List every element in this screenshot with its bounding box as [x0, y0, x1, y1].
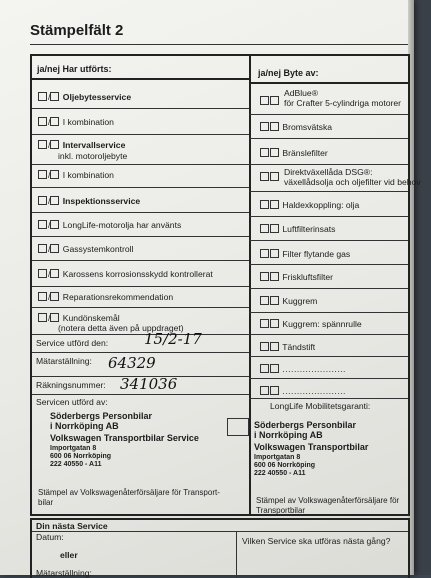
stamp-line: 600 06 Norrköping: [50, 453, 112, 460]
row-rule: [32, 108, 249, 109]
row-rule: [32, 352, 249, 353]
yes-checkbox[interactable]: [260, 342, 269, 351]
yes-checkbox[interactable]: [260, 172, 269, 181]
row-rule: [249, 356, 408, 357]
service-date-label: Service utförd den:: [36, 338, 109, 348]
yes-checkbox[interactable]: [38, 140, 47, 149]
no-checkbox[interactable]: [270, 319, 279, 328]
left-row-4: [38, 170, 114, 180]
row-rule: [32, 164, 249, 165]
blank-line[interactable]: ......................: [282, 364, 346, 374]
no-checkbox[interactable]: [50, 92, 59, 101]
yes-checkbox[interactable]: [260, 319, 269, 328]
no-checkbox[interactable]: [50, 269, 59, 278]
no-checkbox[interactable]: [50, 244, 59, 253]
right-row-7: [260, 249, 350, 259]
stamp-table: [30, 54, 421, 516]
yes-checkbox[interactable]: [260, 296, 269, 305]
no-checkbox[interactable]: [50, 220, 59, 229]
next-service-title: Din nästa Service: [36, 521, 108, 531]
row-rule: [32, 334, 249, 335]
item-sublabel: inkl. motoroljebyte: [58, 151, 128, 161]
left-row-2: [38, 117, 114, 127]
row-rule: [249, 334, 408, 335]
service-date-value[interactable]: 15/2-17: [144, 330, 202, 348]
next-mileage-label[interactable]: Mätarställning:: [36, 568, 92, 578]
stamp-line: 222 40550 - A11: [50, 461, 102, 468]
row-rule: [249, 288, 408, 289]
left-row-8: [38, 269, 213, 279]
yes-checkbox[interactable]: [38, 117, 47, 126]
dealer-stamp-right: [254, 420, 368, 478]
no-checkbox[interactable]: [270, 386, 279, 395]
no-checkbox[interactable]: [270, 342, 279, 351]
mileage-value[interactable]: 64329: [108, 354, 156, 372]
row-rule: [32, 187, 249, 188]
yes-checkbox[interactable]: [260, 224, 269, 233]
checkbox-slash: /: [48, 117, 51, 127]
left-row-6: [38, 220, 181, 230]
checkbox-slash: /: [48, 92, 51, 102]
no-checkbox[interactable]: [270, 200, 279, 209]
item-sublabel: (notera detta även på uppdraget): [58, 323, 184, 333]
item-label: LongLife-motorolja har använts: [62, 220, 182, 230]
stamp-line: Volkswagen Transportbilar Service: [50, 433, 199, 443]
right-header-rule: [249, 82, 408, 84]
blank-line[interactable]: ......................: [282, 386, 346, 396]
item-sublabel: för Crafter 5-cylindriga motorer: [284, 98, 402, 108]
yes-checkbox[interactable]: [260, 386, 269, 395]
item-label: I kombination: [62, 170, 114, 180]
no-checkbox[interactable]: [50, 292, 59, 301]
left-row-1: [38, 92, 131, 102]
item-label: Intervallservice: [62, 140, 126, 150]
next-service-question[interactable]: Vilken Service ska utföras nästa gång?: [242, 536, 391, 546]
stamp-line: Söderbergs Personbilar: [254, 420, 357, 430]
row-rule: [32, 394, 249, 395]
yes-checkbox[interactable]: [260, 364, 269, 373]
yes-checkbox[interactable]: [260, 200, 269, 209]
row-rule: [32, 286, 249, 287]
checkbox-slash: /: [48, 292, 51, 302]
item-label: Oljebytesservice: [62, 92, 132, 102]
left-header-rule: [32, 78, 249, 80]
signature-mark: [227, 418, 249, 436]
yes-checkbox[interactable]: [38, 92, 47, 101]
column-divider: [236, 531, 237, 578]
right-row-3: [260, 148, 328, 158]
stamp-line: i Norrköping AB: [50, 421, 119, 431]
stamp-note-line: Stämpel av Volkswagenåterförsäljare för Transport-: [38, 488, 220, 497]
right-row-9: [260, 296, 317, 306]
item-label: Direktväxellåda DSG®:: [284, 167, 373, 177]
yes-checkbox[interactable]: [38, 244, 47, 253]
right-row-13: [260, 386, 346, 396]
yes-checkbox[interactable]: [260, 272, 269, 281]
checkbox-slash: /: [48, 170, 51, 180]
checkbox-slash: /: [48, 196, 51, 206]
checkbox-slash: /: [48, 244, 51, 254]
row-rule: [249, 312, 408, 313]
no-checkbox[interactable]: [270, 296, 279, 305]
dealer-stamp-left: [50, 411, 199, 469]
no-checkbox[interactable]: [50, 117, 59, 126]
stamp-note-line: Transportbilar: [256, 506, 306, 515]
stamp-note-right: [256, 496, 399, 516]
row-rule: [32, 236, 249, 237]
column-divider: [249, 56, 251, 514]
left-row-7: [38, 244, 133, 254]
item-label: Kundönskemål: [62, 313, 120, 323]
item-label: I kombination: [62, 117, 114, 127]
item-label: Friskluftsfilter: [282, 272, 334, 282]
performed-by-label: Servicen utförd av:: [36, 397, 108, 407]
item-label: AdBlue®: [284, 88, 319, 98]
item-label: Inspektionsservice: [62, 196, 141, 206]
stamp-line: 222 40550 - A11: [254, 470, 306, 477]
row-rule: [249, 264, 408, 265]
stamp-line: Importgatan 8: [50, 445, 97, 452]
yes-checkbox[interactable]: [38, 269, 47, 278]
checkbox-slash: /: [48, 313, 51, 323]
row-rule: [249, 114, 408, 115]
next-service-block: [30, 518, 410, 578]
yes-checkbox[interactable]: [260, 249, 269, 258]
row-rule: [32, 307, 249, 308]
row-rule: [249, 216, 408, 217]
page-title: Stämpelfält 2: [30, 22, 124, 39]
item-label: Karossens korrosionsskydd kontrollerat: [62, 269, 213, 279]
stamp-line: Volkswagen Transportbilar: [254, 442, 369, 452]
no-checkbox[interactable]: [50, 170, 59, 179]
item-label: Tändstift: [282, 342, 316, 352]
yes-checkbox[interactable]: [260, 122, 269, 131]
left-row-5: [38, 196, 140, 206]
row-rule: [249, 138, 408, 139]
or-label: eller: [60, 550, 78, 560]
right-row-11: [260, 342, 315, 352]
right-row-5: [260, 200, 359, 210]
no-checkbox[interactable]: [270, 148, 279, 157]
yes-checkbox[interactable]: [38, 220, 47, 229]
no-checkbox[interactable]: [270, 364, 279, 373]
left-header: ja/nej Har utförts:: [37, 64, 112, 74]
row-rule: [32, 260, 249, 261]
right-row-10: [260, 319, 362, 329]
item-label: Reparationsrekommendation: [62, 292, 174, 302]
no-checkbox[interactable]: [50, 313, 59, 322]
right-row-8: [260, 272, 333, 282]
row-rule: [32, 134, 249, 135]
left-row-9: [38, 292, 173, 302]
item-label: Filter flytande gas: [282, 249, 351, 259]
right-row-2: [260, 122, 332, 132]
row-rule: [32, 531, 408, 532]
row-rule: [249, 240, 408, 241]
invoice-value[interactable]: 341036: [120, 375, 178, 393]
yes-checkbox[interactable]: [38, 196, 47, 205]
right-row-12: [260, 364, 346, 374]
right-row-6: [260, 224, 335, 234]
stamp-line: Importgatan 8: [254, 454, 301, 461]
item-label: Haldexkoppling: olja: [282, 200, 360, 210]
yes-checkbox[interactable]: [38, 170, 47, 179]
left-row-3: [38, 140, 125, 150]
row-rule: [249, 378, 408, 379]
row-rule: [249, 191, 408, 192]
no-checkbox[interactable]: [50, 196, 59, 205]
row-rule: [249, 398, 408, 399]
no-checkbox[interactable]: [270, 96, 279, 105]
item-label: Bränslefilter: [282, 148, 328, 158]
invoice-label: Räkningsnummer:: [36, 380, 106, 390]
title-rule: [30, 44, 408, 45]
stamp-note-line: Stämpel av Volkswagenåterförsäljare för: [256, 496, 400, 505]
next-date-label[interactable]: Datum:: [36, 532, 64, 542]
right-row-4: [260, 167, 421, 187]
mileage-label: Mätarställning:: [36, 356, 92, 366]
item-label: Kuggrem: [282, 296, 318, 306]
no-checkbox[interactable]: [270, 272, 279, 281]
no-checkbox[interactable]: [50, 140, 59, 149]
no-checkbox[interactable]: [270, 172, 279, 181]
yes-checkbox[interactable]: [38, 313, 47, 322]
item-label: Kuggrem: spännrulle: [282, 319, 362, 329]
no-checkbox[interactable]: [270, 122, 279, 131]
checkbox-slash: /: [48, 140, 51, 150]
row-rule: [32, 212, 249, 213]
item-label: Gassystemkontroll: [62, 244, 134, 254]
stamp-line: 600 06 Norrköping: [254, 462, 316, 469]
no-checkbox[interactable]: [270, 224, 279, 233]
right-header: ja/nej Byte av:: [258, 68, 319, 78]
item-label: Bromsvätska: [282, 122, 333, 132]
left-row-10: [38, 313, 120, 323]
stamp-note-line: bilar: [38, 498, 54, 507]
no-checkbox[interactable]: [270, 249, 279, 258]
yes-checkbox[interactable]: [260, 96, 269, 105]
row-rule: [249, 164, 408, 165]
stamp-line: i Norrköping AB: [254, 430, 323, 440]
checkbox-slash: /: [48, 269, 51, 279]
yes-checkbox[interactable]: [260, 148, 269, 157]
item-label: Luftfilterinsats: [282, 224, 336, 234]
stamp-note-left: [38, 488, 220, 508]
right-row-1: [260, 88, 401, 108]
longlife-label: LongLife Mobilitetsgaranti:: [270, 401, 371, 411]
item-sublabel: växellådsolja och oljefilter vid behov: [284, 177, 421, 187]
yes-checkbox[interactable]: [38, 292, 47, 301]
checkbox-slash: /: [48, 220, 51, 230]
stamp-line: Söderbergs Personbilar: [50, 411, 153, 421]
